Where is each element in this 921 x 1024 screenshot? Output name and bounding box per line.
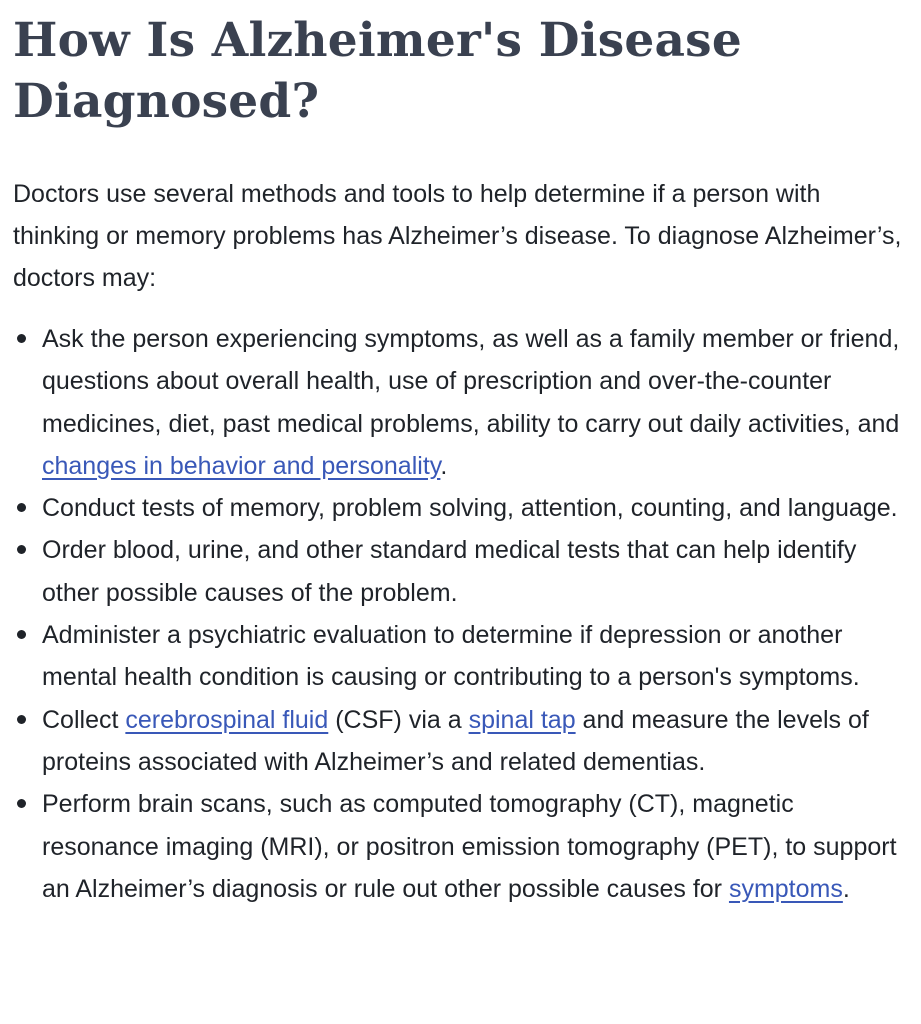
list-item-text: (CSF) via a <box>328 705 469 734</box>
list-item-text: Perform brain scans, such as computed tomography (CT), magnetic resonance imaging (MRI), or positron emission tomography (PET), to support an Alzheimer’s diagnosis or rule out other possible causes for <box>42 790 897 903</box>
list-item-text: . <box>440 451 448 480</box>
list-item-text: and measure the levels of proteins associated with Alzheimer’s and related dementias. <box>42 705 869 776</box>
article <box>13 10 908 910</box>
list-item <box>13 487 908 529</box>
link-symptoms[interactable]: symptoms <box>728 874 843 903</box>
intro-paragraph: Doctors use several methods and tools to help determine if a person with thinking or memory problems has Alzheimer’s disease. To diagnose Alzheimer’s, doctors may: <box>13 180 902 292</box>
page-title: How Is Alzheimer's Disease Diagnosed? <box>13 13 742 129</box>
link-spinal-tap[interactable]: spinal tap <box>468 705 576 734</box>
link-changes-in-behavior-and-personality[interactable]: changes in behavior and personality <box>42 451 441 480</box>
bullet-icon <box>17 334 26 343</box>
link-cerebrospinal-fluid[interactable]: cerebrospinal fluid <box>125 705 329 734</box>
list-item <box>13 699 908 784</box>
list-item-text: Collect <box>42 705 126 734</box>
list-item-text: Order blood, urine, and other standard medical tests that can help identify other possible causes of the problem. <box>42 536 857 607</box>
bullet-icon <box>17 715 26 724</box>
list-item-text: . <box>842 874 850 903</box>
list-item <box>13 529 908 614</box>
list-item-text: Administer a psychiatric evaluation to determine if depression or another mental health condition is causing or contributing to a person's symptoms. <box>42 621 860 692</box>
bullet-icon <box>17 630 26 639</box>
list-item <box>13 614 908 699</box>
list-item-text: Ask the person experiencing symptoms, as well as a family member or friend, questions about overall health, use of prescription and over-the-counter medicines, diet, past medical problems, ability to carry out daily activities, and <box>42 325 900 438</box>
bullet-icon <box>17 799 26 808</box>
list-item <box>13 318 908 487</box>
bullet-icon <box>17 545 26 554</box>
diagnosis-methods-list <box>13 318 908 910</box>
list-item-text: Conduct tests of memory, problem solving, attention, counting, and language. <box>42 494 898 523</box>
list-item <box>13 783 908 910</box>
bullet-icon <box>17 503 26 512</box>
